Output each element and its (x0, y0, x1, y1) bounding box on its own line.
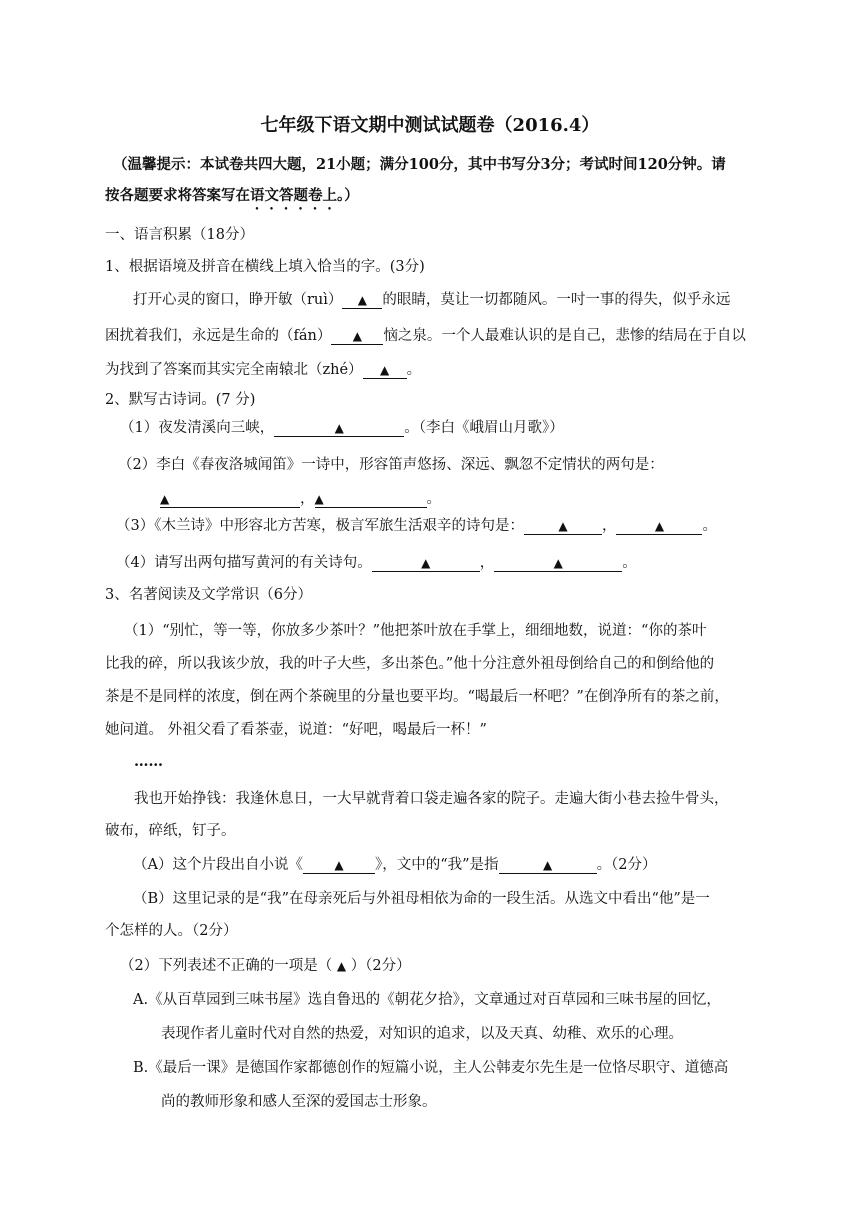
passage-line-3: 茶是不是同样的浓度，倒在两个茶碗里的分量也要平均。“喝最后一杯吧？”在倒净所有的茶之前， (105, 689, 729, 705)
question-1-line-2: 困扰着我们，永远是生命的（fán） ▲ 恼之泉。一个人最难认识的是自己，悲惨的结局在于自以 (105, 328, 746, 344)
answer-marker-icon: ▲ (357, 293, 368, 307)
answer-marker-icon: ▲ (553, 556, 563, 570)
answer-marker-icon: ▲ (334, 421, 344, 435)
page-title: 七年级下语文期中测试试题卷（2016.4） (260, 115, 600, 136)
answer-blank (494, 555, 622, 572)
answer-marker-icon: ▲ (314, 492, 324, 506)
answer-marker-icon: ▲ (421, 556, 431, 570)
question-2-part-4: （4）请写出两句描写黄河的有关诗句。 ▲ ， ▲ 。 (116, 555, 637, 571)
passage-ellipsis: …… (134, 753, 163, 770)
passage-line-4: 她问道。 外祖父看了看茶壶，说道：“好吧，喝最后一杯！” (105, 722, 487, 738)
tip-line-2: 按各题要求将答案写在语文答题卷上。） (105, 187, 359, 204)
option-b-line-1: B.《最后一课》是德国作家都德创作的短篇小说，主人公韩麦尔先生是一位恪尽职守、道德高 (133, 1060, 729, 1076)
option-a-line-2: 表现作者儿童时代对自然的热爱，对知识的追求，以及天真、幼稚、欢乐的心理。 (161, 1026, 683, 1042)
question-3-b-line-1: （B）这里记录的是“我”在母亲死后与外祖母相依为命的一段生活。从选文中看出“他”是一 (133, 891, 710, 907)
answer-marker-icon: ▲ (558, 519, 568, 533)
question-2-part-3: （3）《木兰诗》中形容北方苦寒，极言军旅生活艰辛的诗句是： ▲ ， ▲ 。 (116, 518, 717, 534)
answer-blank (616, 518, 702, 535)
option-b-line-2: 尚的教师形象和感人至深的爱国志士形象。 (161, 1094, 437, 1110)
question-3-a: （A）这个片段出自小说《 ▲ 》，文中的“我”是指 ▲ 。（2分） (133, 857, 657, 873)
question-2-part-1: （1）夜发清溪向三峡， ▲ 。（李白《峨眉山月歌》） (120, 420, 564, 436)
answer-marker-icon: ▲ (160, 492, 170, 506)
question-2-part-2-blanks: ▲ ，▲ 。 (160, 491, 441, 507)
answer-blank (303, 857, 375, 874)
answer-blank (499, 857, 597, 874)
answer-marker-icon: ▲ (352, 329, 362, 343)
question-3-b-line-2: 个怎样的人。（2分） (105, 923, 238, 939)
answer-marker-icon: ▲ (334, 858, 344, 872)
answer-blank (274, 420, 404, 437)
answer-blank (315, 491, 427, 508)
question-1-line-1: 打开心灵的窗口，睁开敏（ruì） ▲ 的眼睛，莫让一切都随风。一吋一事的得失，似乎永远 (133, 292, 731, 308)
answer-marker-icon: ▲ (654, 519, 665, 533)
answer-blank (524, 518, 602, 535)
question-2-part-2: （2）李白《春夜洛城闻笛》一诗中，形容笛声悠扬、深远、飘忽不定情状的两句是： (118, 457, 664, 473)
passage-line-1: （1）“别忙，等一等，你放多少茶叶？”他把茶叶放在手掌上，细细地数，说道：“你的茶叶 (124, 623, 707, 639)
passage-line-5: 我也开始挣钱：我逢休息日，一大早就背着口袋走遍各家的院子。走遍大街小巷去捡牛骨头， (134, 791, 729, 807)
answer-blank (363, 362, 407, 379)
question-1-line-3: 为找到了答案而其实完全南辕北（zhé） ▲ 。 (105, 362, 422, 378)
answer-marker-icon: ▲ (542, 858, 553, 872)
answer-marker-icon: ▲ (379, 363, 390, 377)
answer-blank (372, 555, 480, 572)
answer-blank (342, 292, 382, 309)
answer-marker-icon: ▲ (336, 959, 347, 973)
answer-blank (160, 491, 300, 508)
passage-line-2: 比我的碎，所以我该少放，我的叶子大些，多出茶色。”他十分注意外祖母倒给自己的和倒给他的 (105, 656, 715, 672)
answer-sheet-emphasis: 语文答题卷上 (250, 187, 337, 204)
passage-line-6: 破布，碎纸，钉子。 (105, 823, 236, 839)
tip-line-1: （温馨提示：本试卷共四大题，21小题；满分100分，其中书写分3分；考试时间120分钟。请 (113, 156, 726, 173)
answer-blank (331, 328, 383, 345)
question-3-2: （2）下列表述不正确的一项是（ ▲ ）（2分） (120, 958, 411, 974)
option-a-line-1: A.《从百草园到三味书屋》选自鲁迅的《朝花夕拾》，文章通过对百草园和三味书屋的回忆， (133, 992, 721, 1008)
section-heading: 一、语言积累（18分） (105, 227, 254, 243)
question-2-title: 2、默写古诗词。(7 分) (105, 392, 256, 408)
question-3-title: 3、名著阅读及文学常识（6分） (105, 587, 312, 603)
question-1-title: 1、根据语境及拼音在横线上填入恰当的字。(3分) (105, 259, 425, 275)
